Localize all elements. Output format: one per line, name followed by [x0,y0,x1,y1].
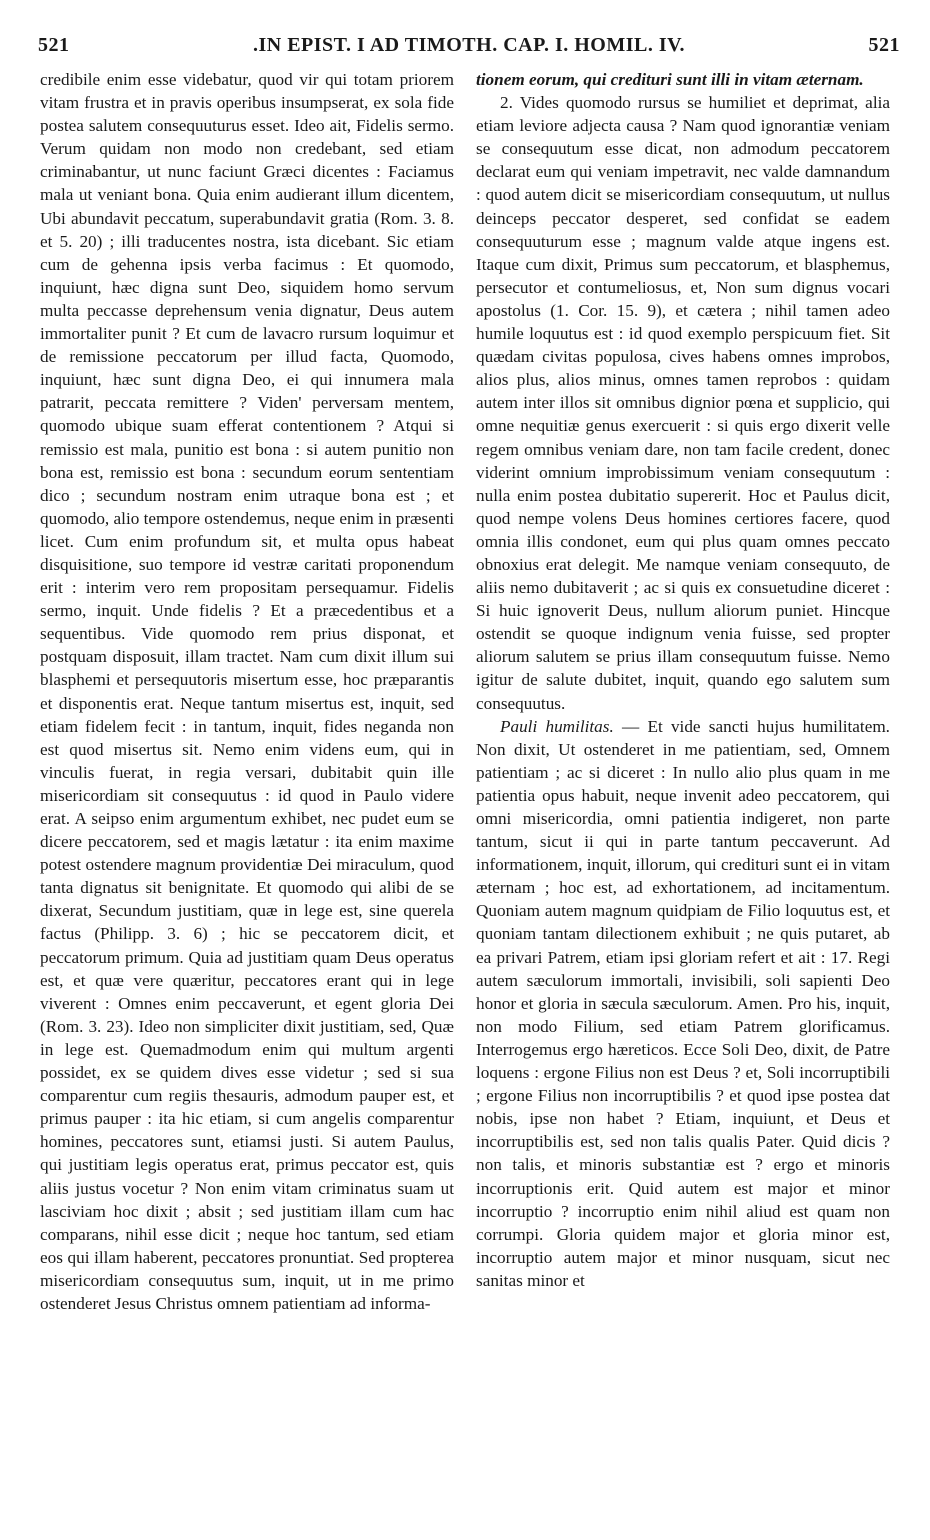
right-column-continuation: tionem eorum, qui credituri sunt illi in vitam æternam. [476,70,864,89]
section-2-paragraph: 2. Vides quomodo rursus se humiliet et deprimat, alia etiam leviore adjecta causa ? Nam quod ignorantiæ veniam se consequutum esse dicat, non admodum peccatorem declarat eum qui veniam impetravit, nec valde damnandum : quod autem dicit se misericordiam consequutum, ut nullus deinceps peccator desperet, sed confidat se eadem consequuturum esse ; magnum valde atque ingens est. Itaque cum dixit, Primus sum peccatorum, et blasphemus, persecutor et contumeliosus, et, Non sum dignus vocari apostolus (1. Cor. 15. 9), et cætera ; nihil tamen adeo humile loquutus est : id quod exemplo perspicuum fiet. Sit quædam civitas populosa, cives habens omnes improbos, alios plus, alios minus, omnes tamen reprobos : quidam autem inter illos sit omnibus dignior pœna et supplicio, qui omne nequitiæ genus exercuerit : si quis ergo dixerit velle regem omnibus veniam dare, non tam facile credent, donec viderint omnium improbissimum veniam consequutum : nulla enim postea dubitatio supererit. Hoc et Paulus dicit, quod nempe volens Deus homines certiores facere, quod omnia illis condonet, eum qui plus quam omnes peccato obnoxius erat delegit. Me namque veniam consequuto, de aliis nemo dubitaverit ; ac si quis ex consuetudine diceret : Si huic ignoverit Deus, nullum aliorum puniet. Hincque ostendit se quoque indignum venia fuisse, sed propter aliorum salutem se prius illam consequutum fuisse. Nemo igitur de salute dubitet, inquit, quando ego salutem sum consequutus. [476,93,890,713]
pauli-humilitas-text: — Et vide sancti hujus humilitatem. Non dixit, Ut ostenderet in me patientiam, sed, Omnem patientiam ; ac si diceret : In nullo alio plus quam in me patientia opus habuit, neque invenit adeo peccatorem, qui omni misericordia, omni patientia indigeret, non parte tantum, sicut ii qui in parte tantum peccaverunt. Ad informationem, inquit, illorum, qui credituri sunt ei in vitam æternam ; hoc est, ad exhortationem, ad incitamentum. Quoniam autem magnum quidpiam de Filio loquutus est, et quoniam tantam dilectionem exhibuit ; ne quis putaret, ab ea privari Patrem, etiam ipsi gloriam refert et ait : 17. Regi autem sæculorum immortali, invisibili, soli sapienti Deo honor et gloria in sæcula sæculorum. Amen. Pro his, inquit, non modo Filium, sed etiam Patrem glorificamus. Interrogemus ergo hæreticos. Ecce Soli Deo, dixit, de Patre loquens : ergone Filius non est Deus ? et, Soli incorruptibili ; ergone Filius non incorruptibilis ? et quod ipse postea dat nobis, ipse non habet ? Etiam, inquiunt, et Deus et incorruptibilis est, sed non talis qualis Pater. Quid dicis ? non talis, et minoris substantiæ est ? ergo et minoris incorruptionis erit. Quid autem est major et minor incorruptio ? incorruptio enim nihil aliud est quam non corrumpi. Gloria quidem major et gloria minor est, incorruptio autem major et minor nusquam, sicut nec sanitas minor et [476,716,890,1290]
side-heading: Pauli humilitas. [500,716,614,736]
page-number-right: 521 [868,34,900,56]
left-column-text: credibile enim esse videbatur, quod vir qui totam priorem vitam frustra et in pravis operibus insumpserat, ex sola fide postea salutem consequuturus esset. Ideo ait, Fidelis sermo. Verum quidam non modo non credebant, sed etiam criminabantur, ut nunc faciunt Græci dicentes : Faciamus mala ut veniant bona. Quia enim audierant illum dicentem, Ubi abundavit peccatum, superabundavit gratia (Rom. 3. 8. et 5. 20) ; illi traducentes nostra, ista dicebant. Sic etiam cum de gehenna ipsis verba facimus : Et quomodo, inquiunt, hæc digna sunt Deo, siquidem homo servum multa peccasse deprehensum venia dignatur, Deus autem immortaliter punit ? Et cum de lavacro rursum loquimur et de remissione peccatorum per illud facta, Quomodo, inquiunt, hæc sunt digna Deo, ei qui innumera mala patrarit, peccata remittere ? Viden' perversam mentem, quomodo ubique suam efferat contentionem ? Atqui si remissio est mala, punitio est bona : si autem punitio non bona est, remissio est bona : secundum eorum sententiam dico ; secundum nostram enim utraque bona est ; et quomodo, alio tempore ostendemus, neque enim in præsenti licet. Cum enim profundum sit, et multa opus habeat disquisitione, suo tempore id vestræ caritati proponendum erit : interim vero rem propositam persequamur. Fidelis sermo, inquit. Unde fidelis ? Et a præcedentibus et a sequentibus. Vide quomodo rem prius disponat, et postquam disposuit, illam tractet. Nam cum dixit illum sui blasphemi et persequutoris misertum esse, hoc præparantis et disponentis erat. Neque tantum misertus est, inquit, sed etiam fidelem fecit : in tantum, inquit, fides neganda non est quod misertus sit. Nemo enim videns eum, qui in vinculis fuerat, in regia versari, dubitabit quin ille misericordiam sit consequutus : id quod in Paulo videre erat. A seipso enim argumentum exhibet, nec pudet eum se dicere peccatorem, sed et magis lætatur : ita enim maxime potest ostendere magnum providentiæ Dei miraculum, quod tanta dignatus sit benignitate. Et quomodo qui alibi de se dixerat, Secundum justitiam, quæ in lege est, sine querela factus (Philipp. 3. 6) ; hic se peccatorem dicit, et peccatorum primum. Quia ad justitiam quam Deus operatus est, et quæ vere quæritur, peccatores erant qui in lege viverent : Omnes enim peccaverunt, et egent gloria Dei (Rom. 3. 23). Ideo non simpliciter dixit justitiam, sed, Quæ in lege est. Quemadmodum enim qui multum argenti possidet, ex se quidem dives esse videtur ; sed si sua comparentur cum regiis thesauris, admodum pauper est, et primus pauper : ita hic etiam, si cum angelis comparentur homines, peccatores sunt, etiamsi justi. Si autem Paulus, qui justitiam legis operatus erat, primus peccator est, quis aliis justus vocetur ? Non enim vitam criminatus suam ut lasciviam hoc dixit ; absit ; sed justitiam illam cum hac comparans, nihil esse dicit ; neque hoc tantum, sed etiam eos qui illam haberent, peccatores pronuntiat. Sed propterea misericordiam consequutus sum, inquit, ut in me primo ostenderet Jesus Christus omnem patientiam ad informa- [40,70,454,1313]
page-number-left: 521 [38,34,70,56]
running-title: .IN EPIST. I AD TIMOTH. CAP. I. HOMIL. IV. [252,34,685,56]
right-column [476,68,890,1292]
left-column [40,68,454,1315]
running-head [38,34,900,64]
pauli-humilitas-paragraph [476,715,890,1292]
